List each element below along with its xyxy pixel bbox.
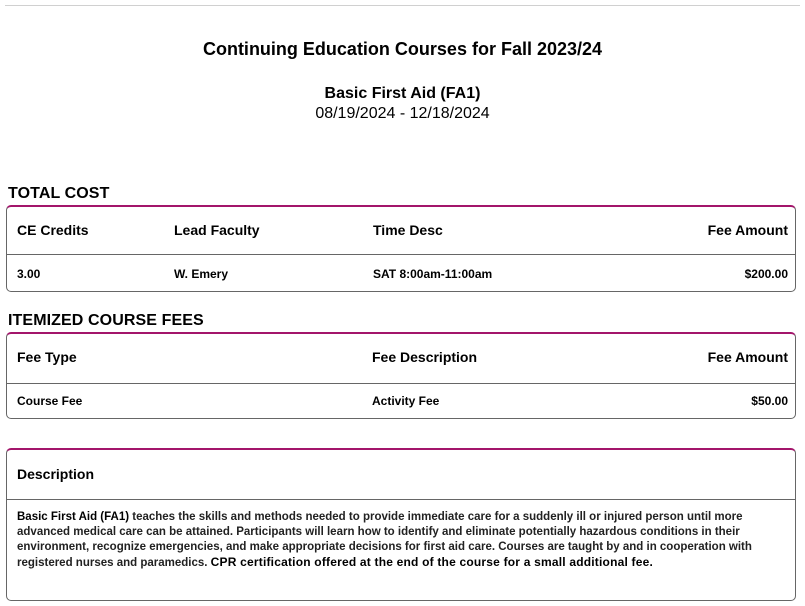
fee-amount-value: $50.00: [751, 394, 788, 408]
time-desc-value: SAT 8:00am-11:00am: [373, 267, 493, 281]
itemized-fees-heading: ITEMIZED COURSE FEES: [8, 312, 204, 329]
course-name: Basic First Aid (FA1): [324, 85, 481, 102]
total-cost-header-row: [7, 207, 795, 255]
ce-credits-value: 3.00: [17, 267, 41, 281]
cpr-note: CPR certification offered at the end of the course for a small additional fee.: [210, 555, 654, 569]
fee-amount-value: $200.00: [744, 267, 788, 281]
col-ce-credits: CE Credits: [17, 222, 89, 238]
itemized-fees-table: [6, 332, 796, 419]
itemized-fees-header-row: [7, 334, 795, 384]
col-time-desc: Time Desc: [373, 222, 443, 238]
description-body: teaches the skills and methods needed to provide immediate care for a suddenly ill or injured person until more advanced medical care can be attained. Participants will learn how to identify and eliminate potentially hazardous conditions in their environment, recognize emergencies, and make appropriate decisions for first aid care. Courses are taught by and in cooperation with registered nurses and paramedics.: [17, 511, 752, 569]
top-divider: [5, 5, 800, 6]
page-title: Continuing Education Courses for Fall 2023/24: [202, 39, 603, 59]
total-cost-heading: TOTAL COST: [8, 185, 110, 202]
col-fee-type: Fee Type: [17, 349, 77, 365]
lead-faculty-value: W. Emery: [174, 267, 229, 281]
col-fee-description: Fee Description: [372, 349, 478, 365]
description-text: [17, 510, 785, 571]
total-cost-table: [6, 205, 796, 292]
fee-type-value: Course Fee: [17, 394, 83, 408]
description-course-name: Basic First Aid (FA1): [17, 511, 130, 523]
col-lead-faculty: Lead Faculty: [174, 222, 260, 238]
fee-description-value: Activity Fee: [372, 394, 440, 408]
description-heading: Description: [17, 466, 95, 482]
col-fee-amount: Fee Amount: [707, 222, 788, 238]
course-dates: 08/19/2024 - 12/18/2024: [315, 105, 490, 122]
description-panel: [6, 448, 796, 601]
col-fee-amount: Fee Amount: [707, 349, 788, 365]
description-header-row: [7, 450, 795, 500]
